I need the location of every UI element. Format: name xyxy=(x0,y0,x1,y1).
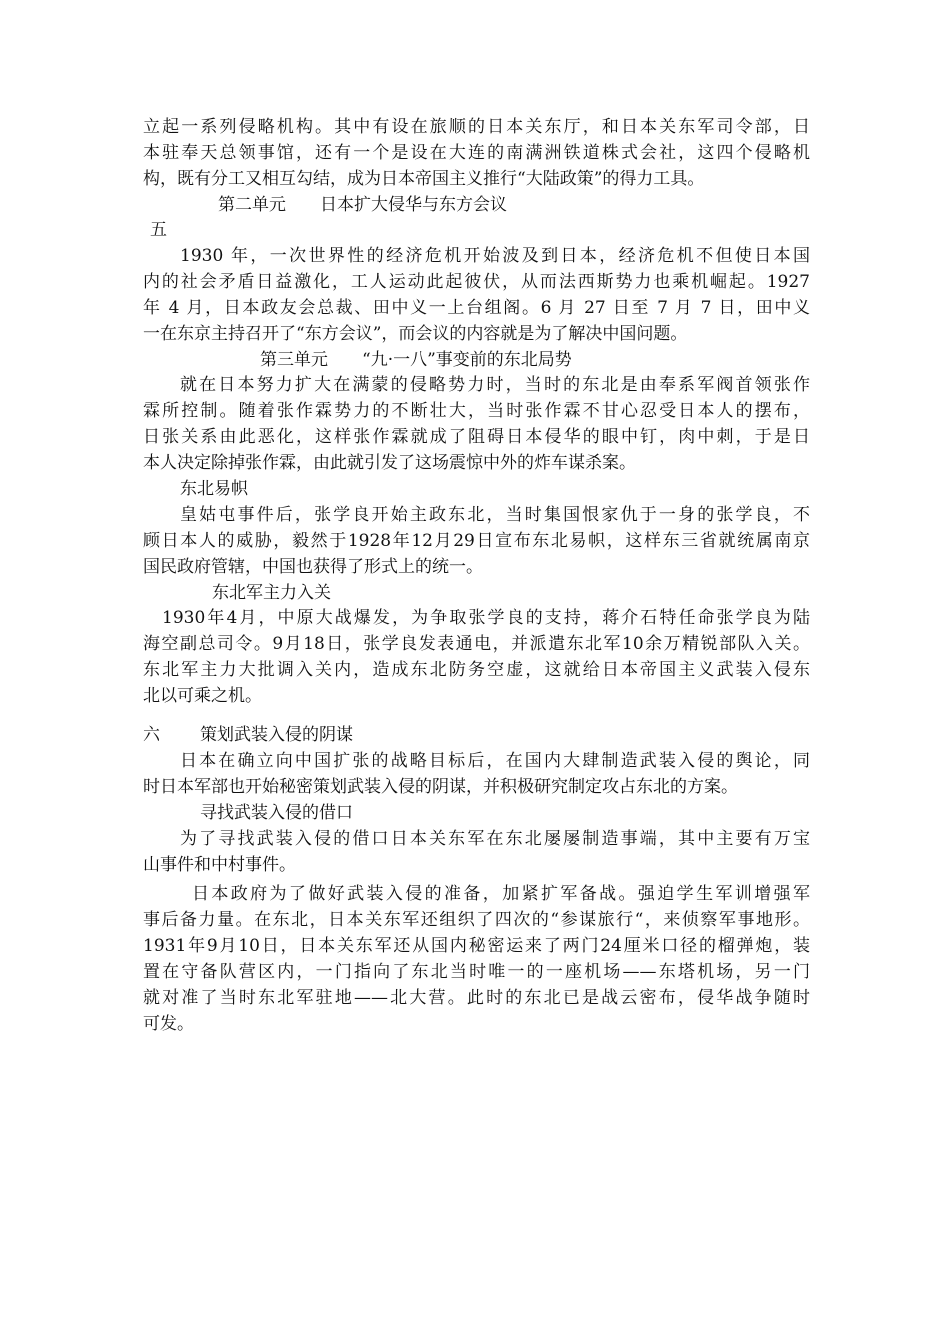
paragraph-line: 置在守备队营区内，一门指向了东北当时唯一的一座机场——东塔机场，另一门 xyxy=(143,962,810,982)
paragraph-line: 北以可乘之机。 xyxy=(143,686,262,706)
paragraph-line: 山事件和中村事件。 xyxy=(143,855,296,875)
paragraph-line: 本驻奉天总领事馆，还有一个是设在大连的南满洲铁道株式会社，这四个侵略机 xyxy=(143,143,810,163)
subheading: 寻找武装入侵的借口 xyxy=(200,803,353,823)
paragraph-line: 就在日本努力扩大在满蒙的侵略势力时，当时的东北是由奉系军阀首领张作 xyxy=(180,375,810,395)
paragraph-line: 为了寻找武装入侵的借口日本关东军在东北屡屡制造事端，其中主要有万宝 xyxy=(180,829,810,849)
paragraph-line: 就对准了当时东北军驻地——北大营。此时的东北已是战云密布，侵华战争随时 xyxy=(143,988,810,1008)
section-heading: 第二单元 日本扩大侵华与东方会议 xyxy=(218,195,507,215)
section-heading: 策划武装入侵的阴谋 xyxy=(200,725,353,745)
paragraph-line: 构，既有分工又相互勾结，成为日本帝国主义推行“大陆政策”的得力工具。 xyxy=(143,169,705,189)
paragraph-line: 顾日本人的威胁，毅然于1928年12月29日宣布东北易帜，这样东三省就统属南京 xyxy=(143,531,810,551)
paragraph-line: 年 4 月，日本政友会总裁、田中义一上台组阁。6 月 27 日至 7 月 7 日，田中义 xyxy=(143,298,810,318)
section-heading: 第三单元 “九·一八”事变前的东北局势 xyxy=(260,350,572,370)
paragraph-line: 日本在确立向中国扩张的战略目标后，在国内大肆制造武装入侵的舆论，同 xyxy=(180,751,810,771)
section-number: 五 xyxy=(150,220,167,240)
paragraph-line: 东北军主力大批调入关内，造成东北防务空虚，这就给日本帝国主义武装入侵东 xyxy=(143,660,810,680)
paragraph-line: 1930年4月，中原大战爆发，为争取张学良的支持，蒋介石特任命张学良为陆 xyxy=(162,608,810,628)
paragraph-line: 事后备力量。在东北，日本关东军还组织了四次的“参谋旅行“，来侦察军事地形。 xyxy=(143,910,810,930)
subheading: 东北易帜 xyxy=(180,479,248,499)
paragraph-line: 内的社会矛盾日益激化，工人运动此起彼伏，从而法西斯势力也乘机崛起。1927 xyxy=(143,272,810,292)
subheading: 东北军主力入关 xyxy=(212,583,331,603)
paragraph-line: 立起一系列侵略机构。其中有设在旅顺的日本关东厅，和日本关东军司令部，日 xyxy=(143,117,810,137)
paragraph-line: 时日本军部也开始秘密策划武装入侵的阴谋，并积极研究制定攻占东北的方案。 xyxy=(143,777,738,797)
paragraph-line: 1931年9月10日，日本关东军还从国内秘密运来了两门24厘米口径的榴弹炮，装 xyxy=(143,936,810,956)
paragraph-line: 一在东京主持召开了“东方会议”，而会议的内容就是为了解决中国问题。 xyxy=(143,324,688,344)
paragraph-line: 海空副总司令。9月18日，张学良发表通电，并派遣东北军10余万精锐部队入关。 xyxy=(143,634,810,654)
section-number: 六 xyxy=(143,725,160,745)
paragraph-line: 1930 年，一次世界性的经济危机开始波及到日本，经济危机不但使日本国 xyxy=(180,246,810,266)
paragraph-line: 日本政府为了做好武装入侵的准备，加紧扩军备战。强迫学生军训增强军 xyxy=(192,884,810,904)
paragraph-line: 本人决定除掉张作霖，由此就引发了这场震惊中外的炸车谋杀案。 xyxy=(143,453,636,473)
paragraph-line: 皇姑屯事件后，张学良开始主政东北，当时集国恨家仇于一身的张学良，不 xyxy=(180,505,810,525)
paragraph-line: 可发。 xyxy=(143,1014,194,1034)
paragraph-line: 日张关系由此恶化，这样张作霖就成了阻碍日本侵华的眼中钉，肉中刺，于是日 xyxy=(143,427,810,447)
paragraph-line: 国民政府管辖，中国也获得了形式上的统一。 xyxy=(143,557,483,577)
paragraph-line: 霖所控制。随着张作霖势力的不断壮大，当时张作霖不甘心忍受日本人的摆布， xyxy=(143,401,810,421)
